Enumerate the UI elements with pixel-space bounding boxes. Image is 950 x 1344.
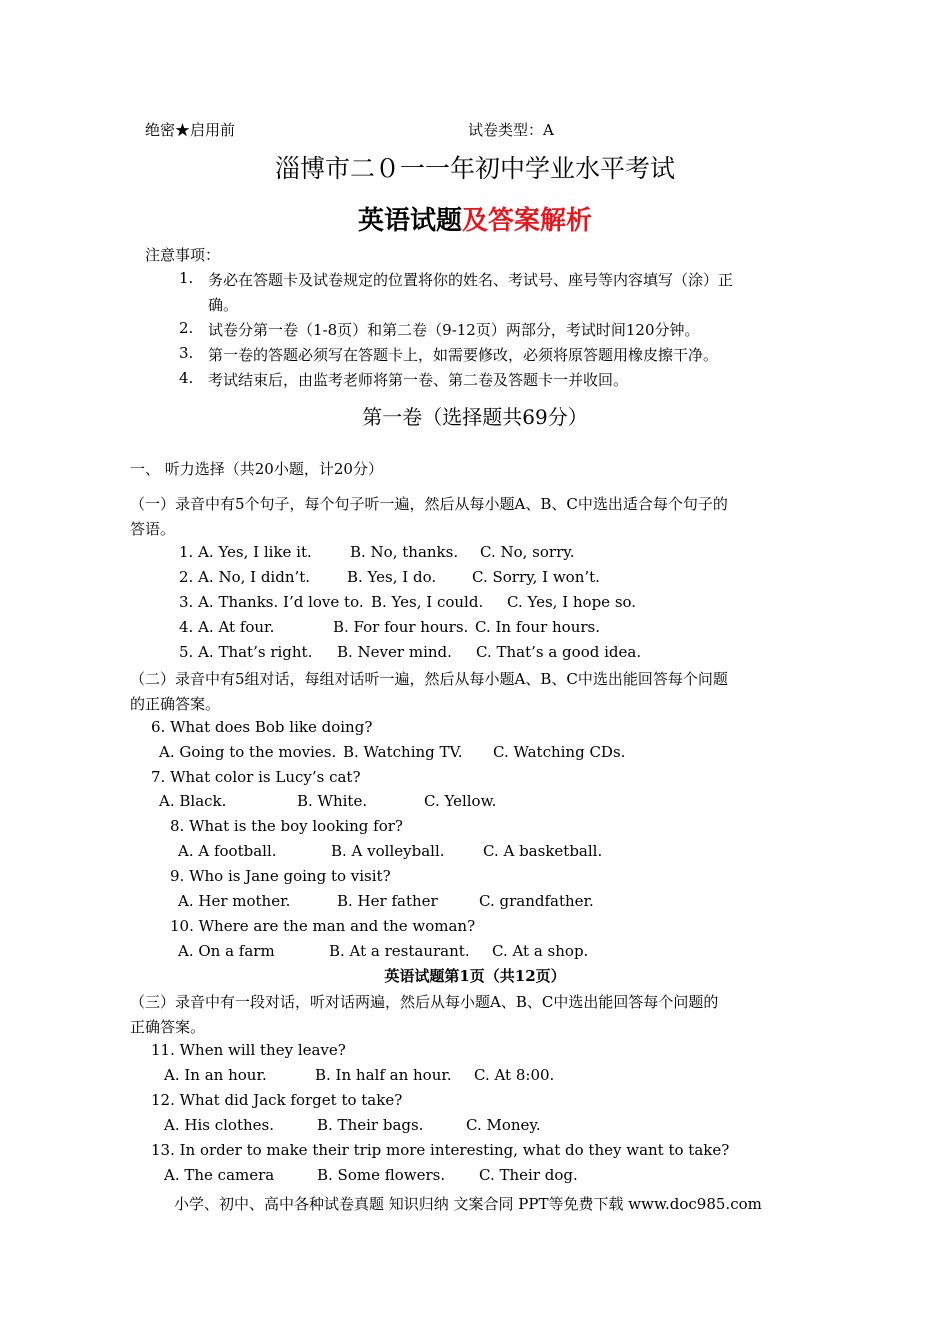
instruction-text: （三）录音中有一段对话，听对话两遍，然后从每小题A、B、C中选出能回答每个问题的 <box>130 993 719 1011</box>
option-b: B. Her father <box>337 892 438 910</box>
instruction-text-cont: 的正确答案。 <box>130 695 221 713</box>
question-text: 12. What did Jack forget to take? <box>151 1091 403 1109</box>
question-text: 7. What color is Lucy’s cat? <box>151 768 361 786</box>
note-number: 2. <box>179 319 194 337</box>
option-a: 2. A. No, I didn’t. <box>179 568 311 586</box>
option-c: C. Sorry, I won’t. <box>472 568 600 586</box>
section-heading: 一、 听力选择（共20小题，计20分） <box>130 460 383 478</box>
option-c: C. grandfather. <box>479 892 594 910</box>
option-c: C. That’s a good idea. <box>476 643 642 661</box>
option-c: C. Yes, I hope so. <box>507 593 637 611</box>
exam-title: 淄博市二０一一年初中学业水平考试 <box>274 154 675 183</box>
option-c: C. Their dog. <box>479 1166 578 1184</box>
instruction-text: （一）录音中有5个句子，每个句子听一遍，然后从每小题A、B、C中选出适合每个句子的 <box>130 495 728 513</box>
option-a: 1. A. Yes, I like it. <box>179 543 312 561</box>
question-text: 11. When will they leave? <box>151 1041 346 1059</box>
option-c: C. At a shop. <box>492 942 589 960</box>
option-b: B. For four hours. <box>333 618 469 636</box>
note-number: 1. <box>179 269 194 287</box>
option-b: B. Their bags. <box>317 1116 424 1134</box>
option-c: C. A basketball. <box>483 842 603 860</box>
question-text: 8. What is the boy looking for? <box>170 817 403 835</box>
option-b: B. Some flowers. <box>317 1166 446 1184</box>
option-a: A. Black. <box>159 792 227 810</box>
option-c: C. No, sorry. <box>480 543 575 561</box>
paper-type-label: 试卷类型：A <box>468 121 554 139</box>
question-text: 6. What does Bob like doing? <box>151 718 373 736</box>
exam-subtitle <box>0 200 950 237</box>
option-b: B. At a restaurant. <box>329 942 470 960</box>
instruction-text-cont: 答语。 <box>130 520 176 538</box>
option-b: B. No, thanks. <box>350 543 459 561</box>
option-c: C. Watching CDs. <box>493 743 626 761</box>
confidential-label: 绝密★启用前 <box>145 121 236 139</box>
notes-heading: 注意事项： <box>145 246 221 264</box>
option-a: A. Her mother. <box>178 892 291 910</box>
note-text: 务必在答题卡及试卷规定的位置将你的姓名、考试号、座号等内容填写（涂）正 <box>208 271 734 289</box>
option-b: B. White. <box>297 792 368 810</box>
option-a: 4. A. At four. <box>179 618 275 636</box>
option-b: B. Yes, I could. <box>371 593 484 611</box>
option-a: A. On a farm <box>178 942 275 960</box>
question-text: 10. Where are the man and the woman? <box>170 917 476 935</box>
watermark-text: 小学、初中、高中各种试卷真题 知识归纳 文案合同 PPT等免费下载 www.doc985.com <box>174 1195 762 1213</box>
option-c: C. Yellow. <box>424 792 497 810</box>
question-text: 13. In order to make their trip more interesting, what do they want to take? <box>151 1141 730 1159</box>
note-text-cont: 确。 <box>208 296 239 314</box>
option-a: 5. A. That’s right. <box>179 643 313 661</box>
instruction-text-cont: 正确答案。 <box>130 1018 206 1036</box>
subtitle-red: 及答案解析 <box>462 206 593 236</box>
note-text: 试卷分第一卷（1-8页）和第二卷（9-12页）两部分，考试时间120分钟。 <box>208 321 700 339</box>
note-text: 第一卷的答题必须写在答题卡上，如需要修改，必须将原答题用橡皮擦干净。 <box>208 346 719 364</box>
option-c: C. In four hours. <box>475 618 601 636</box>
option-c: C. At 8:00. <box>474 1066 555 1084</box>
option-a: A. His clothes. <box>164 1116 274 1134</box>
option-b: B. Never mind. <box>337 643 452 661</box>
note-number: 3. <box>179 344 194 362</box>
subtitle-black: 英语试题 <box>357 206 462 236</box>
question-text: 9. Who is Jane going to visit? <box>170 867 391 885</box>
option-a: A. In an hour. <box>164 1066 267 1084</box>
option-a: A. The camera <box>164 1166 275 1184</box>
option-b: B. Watching TV. <box>343 743 463 761</box>
note-number: 4. <box>179 369 194 387</box>
note-text: 考试结束后，由监考老师将第一卷、第二卷及答题卡一并收回。 <box>208 371 629 389</box>
option-b: B. In half an hour. <box>315 1066 452 1084</box>
option-b: B. Yes, I do. <box>347 568 437 586</box>
option-c: C. Money. <box>466 1116 541 1134</box>
option-a: A. A football. <box>178 842 277 860</box>
part1-title: 第一卷（选择题共69分） <box>362 405 588 429</box>
option-a: 3. A. Thanks. I’d love to. <box>179 593 364 611</box>
page-footer: 英语试题第1页（共12页） <box>384 967 566 985</box>
option-a: A. Going to the movies. <box>159 743 337 761</box>
instruction-text: （二）录音中有5组对话，每组对话听一遍，然后从每小题A、B、C中选出能回答每个问题 <box>130 670 728 688</box>
option-b: B. A volleyball. <box>331 842 445 860</box>
